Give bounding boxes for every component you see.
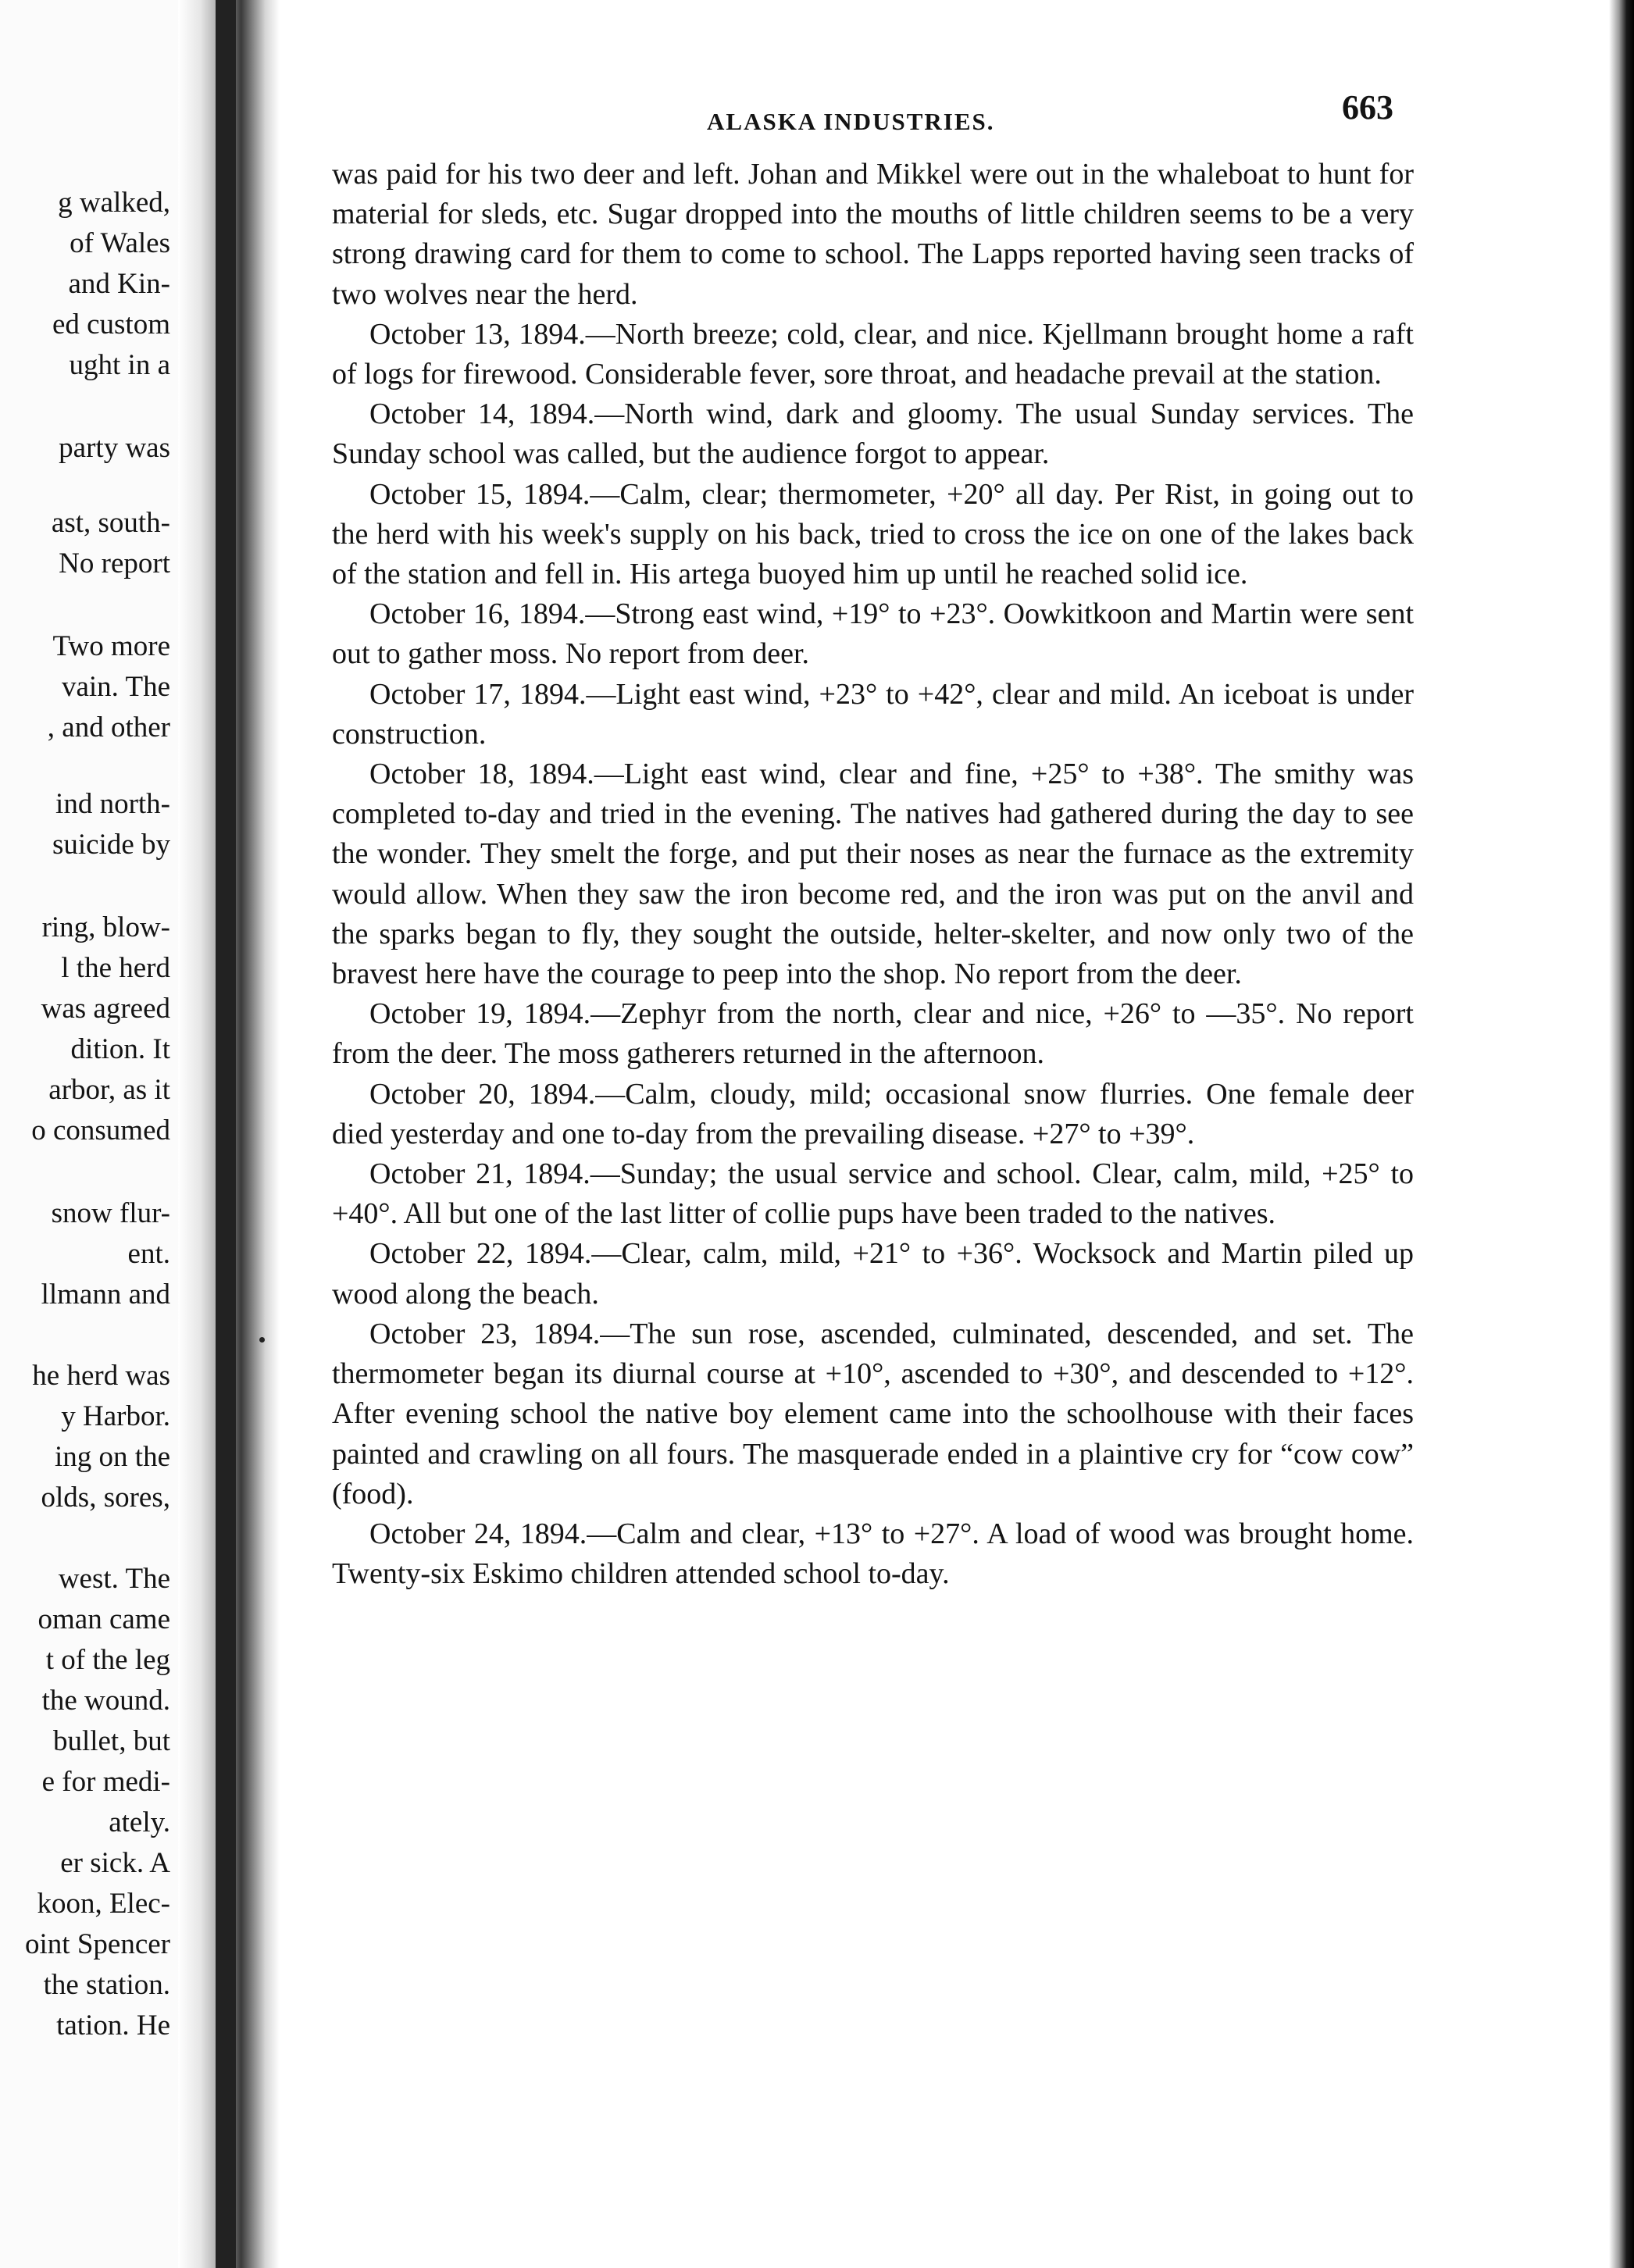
facing-page-line: tation. He	[56, 2009, 170, 2042]
facing-page-line: ast, south-	[51, 507, 170, 539]
facing-page-line: g walked,	[58, 187, 170, 219]
paragraph: October 20, 1894.—Calm, cloudy, mild; occasional snow flurries. One female deer died yesterday and one to-day from the prevailing disease. +27° to +39°.	[332, 1077, 1414, 1150]
facing-page-line: vain. The	[61, 671, 170, 703]
facing-page-line: he herd was	[32, 1360, 170, 1392]
facing-page-line: e for medi-	[41, 1766, 170, 1798]
facing-page-line: the station.	[43, 1969, 170, 2001]
facing-page-line: suicide by	[52, 829, 170, 861]
facing-page-line: oint Spencer	[25, 1928, 170, 1960]
facing-page-line: olds, sores,	[41, 1482, 170, 1514]
facing-page-line: ught in a	[69, 349, 170, 381]
facing-page-line: the wound.	[41, 1685, 170, 1717]
page-number: 663	[1342, 88, 1393, 127]
facing-page-line: party was	[59, 432, 170, 464]
paragraph: October 18, 1894.—Light east wind, clear and fine, +25° to +38°. The smithy was completed to-day and tried in the evening. The natives had gathered during the day to see the wonder. They smelt the forge, and put their noses as near the furnace as the extremity would allow. When they saw the iron become red, and the iron was put on the anvil and the sparks began to fly, they sought the outside, helter-skelter, and now only two of the bravest here have the courage to peep into the shop. No report from the deer.	[332, 758, 1414, 991]
facing-page-line: and Kin-	[68, 268, 170, 300]
paragraph: October 14, 1894.—North wind, dark and gloomy. The usual Sunday services. The Sunday school was called, but the audience forgot to appear.	[332, 398, 1414, 471]
facing-page-line: y Harbor.	[61, 1400, 170, 1432]
facing-page-line: oman came	[37, 1603, 170, 1635]
paragraph: October 13, 1894.—North breeze; cold, clear, and nice. Kjellmann brought home a raft of logs for firewood. Considerable fever, sore throat, and headache prevail at the station.	[332, 317, 1414, 391]
facing-page-line: Two more	[52, 630, 170, 662]
facing-page-line: was agreed	[41, 993, 170, 1025]
facing-page-line: t of the leg	[45, 1644, 170, 1676]
facing-page-line: dition. It	[70, 1033, 170, 1065]
facing-page-line: of Wales	[70, 227, 170, 259]
facing-page-line: ed custom	[52, 308, 170, 341]
facing-page-line: west. The	[58, 1563, 170, 1595]
paragraph: October 22, 1894.—Clear, calm, mild, +21° to +36°. Wocksock and Martin piled up wood along the beach.	[332, 1237, 1414, 1311]
facing-page-line: , and other	[47, 711, 170, 744]
facing-page-line: bullet, but	[52, 1725, 170, 1757]
facing-page-line: l the herd	[61, 952, 170, 984]
facing-page-line: snow flur-	[51, 1197, 170, 1229]
page-edge-shadow	[1609, 0, 1634, 2268]
facing-page-line: koon, Elec-	[37, 1888, 170, 1920]
book-gutter-fold	[216, 0, 236, 2268]
paragraph: October 15, 1894.—Calm, clear; thermometer, +20° all day. Per Rist, in going out to the herd with his week's supply on his back, tried to cross the ice on one of the lakes back of the station and fell in. His artega buoyed him up until he reached solid ice.	[332, 477, 1414, 591]
paragraph: October 16, 1894.—Strong east wind, +19° to +23°. Oowkitkoon and Martin were sent out to gather moss. No report from deer.	[332, 597, 1414, 671]
facing-page-line: No report	[59, 547, 170, 579]
paragraph: October 23, 1894.—The sun rose, ascended, culminated, descended, and set. The thermometer began its diurnal course at +10°, ascended to +30°, and descended to +12°. After evening school the native boy element came into the schoolhouse with their faces painted and crawling on all fours. The masquerade ended in a plaintive cry for “cow cow” (food).	[332, 1317, 1414, 1510]
running-header: ALASKA INDUSTRIES.	[707, 108, 995, 135]
paragraph: was paid for his two deer and left. Johan and Mikkel were out in the whaleboat to hunt for material for sleds, etc. Sugar dropped into the mouths of little children seems to be a very strong drawing card for them to come to school. The Lapps reported having seen tracks of two wolves near the herd.	[332, 158, 1414, 311]
facing-page-line: llmann and	[41, 1278, 170, 1311]
facing-page-line: ind north-	[55, 788, 170, 820]
facing-page-line: er sick. A	[60, 1847, 170, 1879]
bullet-mark	[259, 1337, 265, 1343]
facing-page-line: ent.	[127, 1238, 170, 1270]
paragraph: October 24, 1894.—Calm and clear, +13° to +27°. A load of wood was brought home. Twenty-six Eskimo children attended school to-day.	[332, 1517, 1414, 1591]
paragraph: October 19, 1894.—Zephyr from the north, clear and nice, +26° to —35°. No report from the deer. The moss gatherers returned in the afternoon.	[332, 997, 1414, 1071]
paragraph: October 17, 1894.—Light east wind, +23° to +42°, clear and mild. An iceboat is under construction.	[332, 677, 1414, 751]
facing-page-line: ring, blow-	[41, 911, 170, 943]
facing-page-line: arbor, as it	[48, 1074, 170, 1106]
body-text	[332, 155, 1414, 1594]
facing-page-line: ing on the	[55, 1441, 170, 1473]
facing-page-line: o consumed	[31, 1114, 170, 1146]
paragraph: October 21, 1894.—Sunday; the usual service and school. Clear, calm, mild, +25° to +40°. All but one of the last litter of collie pups have been traded to the natives.	[332, 1157, 1414, 1231]
facing-page-line: ately.	[109, 1806, 170, 1838]
